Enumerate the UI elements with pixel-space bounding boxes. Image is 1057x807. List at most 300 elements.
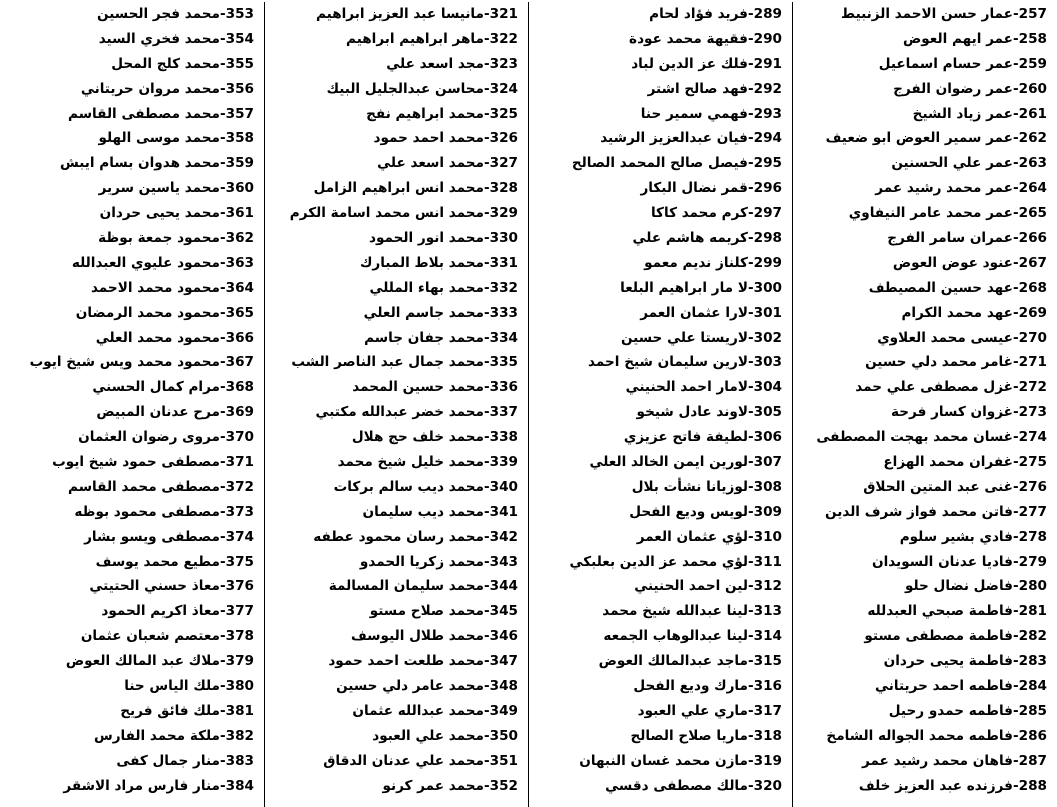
entry-separator: - [747,478,754,495]
entry-name: لارين سليمان شيخ احمد [588,354,748,371]
list-item [793,550,1047,575]
entry-separator: - [483,304,490,321]
entry-number: 330 [489,230,518,247]
list-item [793,699,1047,724]
list-item [1,699,254,724]
list-item [793,251,1047,276]
entry-number: 310 [753,528,782,545]
list-item [529,649,782,674]
entry-separator: - [1012,205,1019,222]
entry-separator: - [747,578,754,595]
entry-number: 368 [225,379,254,396]
entry-name: فاطمة يحيى حردان [883,653,1013,670]
entry-separator: - [1012,528,1019,545]
list-item [265,350,518,375]
entry-separator: - [1012,6,1019,22]
list-item [1,350,254,375]
entry-number: 302 [753,329,782,346]
entry-separator: - [483,553,490,570]
entry-name: محمود محمد الاحمد [90,279,220,296]
entry-name: منار فارس مراد الاشقر [63,777,220,794]
list-item [793,674,1047,699]
entry-name: فاديا عدنان السويدان [872,553,1013,570]
entry-number: 348 [489,678,518,695]
list-item [265,674,518,699]
entry-name: محمد رسان محمود عطفه [313,528,484,545]
entry-separator: - [219,180,226,197]
list-item [1,425,254,450]
entry-number: 364 [225,279,254,296]
list-item [1,574,254,599]
list-item [793,151,1047,176]
list-item [265,201,518,226]
entry-separator: - [1012,254,1019,271]
entry-name: مصطفى ويسو بشار [84,528,220,545]
entry-name: مصطفى محمد القاسم [68,478,220,495]
entry-number: 370 [225,429,254,446]
entry-number: 262 [1018,130,1047,147]
entry-number: 360 [225,180,254,197]
entry-separator: - [747,727,754,744]
entry-number: 300 [753,279,782,296]
list-item [529,126,782,151]
entry-name: غنى عبد المتين الحلاق [863,478,1013,495]
list-item [1,450,254,475]
entry-separator: - [219,429,226,446]
list-item [265,649,518,674]
entry-name: عمر محمد رشيد عمر [875,180,1013,197]
list-item [529,350,782,375]
entry-name: محمد زكريا الحمدو [359,553,484,570]
entry-number: 268 [1018,279,1047,296]
list-item [265,550,518,575]
entry-number: 365 [225,304,254,321]
list-item [793,574,1047,599]
list-item [793,774,1047,799]
entry-separator: - [219,503,226,520]
list-item [1,2,254,27]
entry-separator: - [747,429,754,446]
entry-number: 339 [489,454,518,471]
entry-name: كريمه هاشم علي [632,230,748,247]
entry-number: 329 [489,205,518,222]
entry-name: عمار حسن الاحمد الزنبيط [841,6,1013,22]
list-item [793,375,1047,400]
entry-number: 372 [225,478,254,495]
entry-name: فهد صالح اشتر [647,80,748,97]
list-item [529,301,782,326]
entry-name: مروى رضوان العثمان [78,429,220,446]
entry-name: محمد صلاح مستو [369,603,484,620]
entry-number: 322 [489,30,518,47]
entry-separator: - [219,528,226,545]
entry-name: محمد انس محمد اسامة الكرم [289,205,484,222]
entry-name: فاضل نضال حلو [904,578,1013,595]
entry-number: 340 [489,478,518,495]
list-item [529,674,782,699]
entry-separator: - [483,404,490,421]
entry-name: محمد جاسم العلي [363,304,484,321]
entry-separator: - [483,678,490,695]
entry-separator: - [747,454,754,471]
list-item [793,226,1047,251]
list-item [793,649,1047,674]
entry-name: قمر نضال البكار [640,180,748,197]
entry-number: 337 [489,404,518,421]
entry-number: 342 [489,528,518,545]
entry-name: مصطفى حمود شيخ ايوب [52,454,220,471]
entry-number: 269 [1018,304,1047,321]
entry-number: 312 [753,578,782,595]
entry-separator: - [747,55,754,72]
entry-separator: - [219,404,226,421]
list-item [265,176,518,201]
entry-name: ماري علي العبود [637,702,748,719]
list-item [1,201,254,226]
entry-name: محمود جمعة بوظة [98,230,220,247]
entry-separator: - [747,105,754,122]
list-item [1,126,254,151]
entry-number: 363 [225,254,254,271]
entry-number: 346 [489,628,518,645]
list-item [529,749,782,774]
entry-separator: - [483,503,490,520]
entry-separator: - [219,254,226,271]
entry-number: 274 [1018,429,1047,446]
entry-separator: - [747,329,754,346]
entry-name: عهد حسين المصيطف [868,279,1013,296]
entry-name: لارا عثمان العمر [640,304,748,321]
entry-separator: - [1012,404,1019,421]
entry-separator: - [747,379,754,396]
entry-separator: - [219,379,226,396]
list-item [1,500,254,525]
entry-separator: - [483,429,490,446]
entry-name: عمر حسام اسماعيل [878,55,1013,72]
entry-name: ملاك عبد المالك العوض [65,653,220,670]
entry-name: مرح عدنان المبيض [96,404,220,421]
entry-number: 366 [225,329,254,346]
list-item [793,624,1047,649]
entry-number: 303 [753,354,782,371]
entry-name: ماريا صلاح الصالح [630,727,748,744]
entry-number: 376 [225,578,254,595]
entry-separator: - [747,254,754,271]
list-item [265,450,518,475]
entry-number: 326 [489,130,518,147]
list-item [793,176,1047,201]
entry-number: 349 [489,702,518,719]
list-item [265,126,518,151]
list-item [793,475,1047,500]
list-item [529,400,782,425]
entry-separator: - [1012,379,1019,396]
list-item [529,52,782,77]
entry-number: 374 [225,528,254,545]
entry-separator: - [483,777,490,794]
entry-name: لوزيانا نشأت بلال [631,478,748,495]
entry-number: 307 [753,454,782,471]
entry-name: محمد انور الحمود [369,230,484,247]
entry-separator: - [747,528,754,545]
list-item [793,326,1047,351]
entry-number: 359 [225,155,254,172]
entry-name: كلناز نديم معمو [644,254,748,271]
list-item [265,326,518,351]
entry-name: مازن محمد غسان النبهان [579,752,748,769]
entry-number: 317 [753,702,782,719]
entry-name: غامر محمد دلي حسين [865,354,1013,371]
entry-name: فادي بشير سلوم [899,528,1013,545]
entry-separator: - [1012,752,1019,769]
entry-separator: - [219,6,226,22]
entry-number: 344 [489,578,518,595]
entry-name: محمد مصطفى القاسم [68,105,220,122]
entry-number: 321 [489,6,518,22]
list-item [793,749,1047,774]
entry-name: مطيع محمد يوسف [95,553,220,570]
list-item [529,450,782,475]
entry-separator: - [219,628,226,645]
entry-number: 283 [1018,653,1047,670]
entry-name: محمود عليوي العبدالله [71,254,220,271]
entry-separator: - [219,454,226,471]
list-item [793,52,1047,77]
entry-number: 324 [489,80,518,97]
list-item [1,52,254,77]
list-item [529,774,782,799]
entry-name: فاهان محمد رشيد عمر [861,752,1013,769]
entry-separator: - [483,155,490,172]
entry-name: محمد عبدالله عثمان [352,702,484,719]
entry-number: 296 [753,180,782,197]
entry-separator: - [1012,653,1019,670]
entry-number: 354 [225,30,254,47]
entry-separator: - [483,180,490,197]
entry-separator: - [747,404,754,421]
entry-name: ملكة محمد الفارس [93,727,220,744]
entry-separator: - [483,478,490,495]
entry-separator: - [219,553,226,570]
entry-number: 341 [489,503,518,520]
entry-number: 313 [753,603,782,620]
entry-separator: - [747,279,754,296]
entry-name: عمران سامر الفرج [887,230,1013,247]
entry-number: 293 [753,105,782,122]
entry-name: كرم محمد كاكا [650,205,748,222]
entry-separator: - [483,727,490,744]
entry-separator: - [1012,354,1019,371]
entry-separator: - [483,528,490,545]
entry-separator: - [1012,230,1019,247]
column-4 [1,2,265,807]
entry-separator: - [1012,55,1019,72]
entry-number: 314 [753,628,782,645]
name-list [265,2,528,799]
entry-separator: - [219,702,226,719]
entry-name: محمود محمد الرمضان [75,304,220,321]
list-item [529,251,782,276]
entry-separator: - [1012,678,1019,695]
list-item [793,102,1047,127]
entry-name: ماجد عبدالمالك العوض [598,653,748,670]
name-list [529,2,792,799]
entry-separator: - [219,205,226,222]
entry-name: محمد خلف حج هلال [351,429,484,446]
entry-name: محمود محمد ويس شيخ ايوب [29,354,220,371]
entry-number: 259 [1018,55,1047,72]
entry-separator: - [219,130,226,147]
list-item [265,500,518,525]
entry-separator: - [1012,454,1019,471]
entry-number: 278 [1018,528,1047,545]
entry-number: 351 [489,752,518,769]
entry-name: فاطمة مصطفى مستو [864,628,1013,645]
entry-number: 336 [489,379,518,396]
entry-separator: - [219,678,226,695]
entry-name: محمد سليمان المسالمة [328,578,484,595]
entry-separator: - [1012,603,1019,620]
list-item [1,400,254,425]
list-item [1,375,254,400]
entry-separator: - [483,578,490,595]
list-item [1,276,254,301]
entry-number: 265 [1018,205,1047,222]
entry-separator: - [747,30,754,47]
entry-separator: - [219,279,226,296]
entry-number: 347 [489,653,518,670]
entry-separator: - [1012,80,1019,97]
list-item [265,724,518,749]
entry-number: 352 [489,777,518,794]
entry-number: 264 [1018,180,1047,197]
list-item [529,2,782,27]
entry-name: محمد خليل شيخ محمد [337,454,484,471]
list-item [265,699,518,724]
entry-number: 271 [1018,354,1047,371]
entry-separator: - [747,628,754,645]
entry-separator: - [219,230,226,247]
entry-number: 325 [489,105,518,122]
list-item [265,400,518,425]
entry-number: 311 [753,553,782,570]
list-item [793,450,1047,475]
entry-number: 319 [753,752,782,769]
entry-number: 261 [1018,105,1047,122]
entry-separator: - [1012,155,1019,172]
entry-number: 334 [489,329,518,346]
entry-separator: - [747,702,754,719]
entry-name: مارك وديع الفحل [633,678,748,695]
entry-separator: - [747,603,754,620]
entry-name: محمد علي عدنان الدقاق [323,752,484,769]
list-item [793,525,1047,550]
entry-number: 257 [1018,6,1047,22]
list-item [265,226,518,251]
list-item [529,375,782,400]
entry-number: 304 [753,379,782,396]
entry-number: 332 [489,279,518,296]
list-item [1,27,254,52]
list-item [265,301,518,326]
list-item [529,500,782,525]
entry-separator: - [483,55,490,72]
list-item [265,574,518,599]
list-item [529,599,782,624]
entry-name: فاطمه محمد الجواله الشامخ [826,727,1013,744]
entry-number: 290 [753,30,782,47]
entry-number: 382 [225,727,254,744]
list-item [265,251,518,276]
list-item [1,326,254,351]
entry-name: محمد كلج المحل [111,55,220,72]
entry-name: منار جمال كفى [116,752,220,769]
entry-name: غفران محمد الهزاع [883,454,1013,471]
list-item [529,201,782,226]
entry-number: 377 [225,603,254,620]
entry-number: 275 [1018,454,1047,471]
entry-separator: - [1012,429,1019,446]
entry-separator: - [219,329,226,346]
entry-name: فريد فؤاد لحام [649,6,748,22]
entry-number: 288 [1018,777,1047,794]
list-item [265,102,518,127]
list-item [793,126,1047,151]
entry-number: 383 [225,752,254,769]
entry-name: لامار احمد الحنيني [625,379,748,396]
entry-name: فاطمه احمد حريتاني [875,678,1013,695]
list-item [793,2,1047,27]
entry-name: محمود محمد العلي [95,329,220,346]
entry-name: محمد طلعت احمد حمود [328,653,484,670]
entry-separator: - [219,727,226,744]
entry-number: 298 [753,230,782,247]
entry-number: 335 [489,354,518,371]
entry-name: محمد مروان حريتاني [80,80,220,97]
entry-number: 289 [753,6,782,22]
list-item [1,724,254,749]
entry-separator: - [1012,553,1019,570]
entry-number: 371 [225,454,254,471]
entry-separator: - [219,30,226,47]
entry-name: ملك فائق فريح [120,702,220,719]
list-item [265,475,518,500]
list-item [265,774,518,799]
entry-number: 263 [1018,155,1047,172]
entry-name: عنود عوض العوض [892,254,1013,271]
name-list [1,2,264,799]
entry-name: مرام كمال الحسني [92,379,220,396]
entry-number: 309 [753,503,782,520]
list-item [1,251,254,276]
list-item [265,375,518,400]
entry-name: معتصم شعبان عثمان [80,628,220,645]
entry-separator: - [747,130,754,147]
entry-name: محمد طلال اليوسف [350,628,484,645]
entry-number: 362 [225,230,254,247]
entry-name: محمد انس ابراهيم الزامل [313,180,484,197]
entry-name: محاسن عبدالجليل البيك [326,80,484,97]
entry-number: 287 [1018,752,1047,769]
entry-number: 380 [225,678,254,695]
list-item [793,301,1047,326]
entry-separator: - [1012,180,1019,197]
entry-name: محمد فخري السيد [98,30,220,47]
entry-number: 282 [1018,628,1047,645]
list-item [265,525,518,550]
entry-number: 260 [1018,80,1047,97]
entry-number: 272 [1018,379,1047,396]
